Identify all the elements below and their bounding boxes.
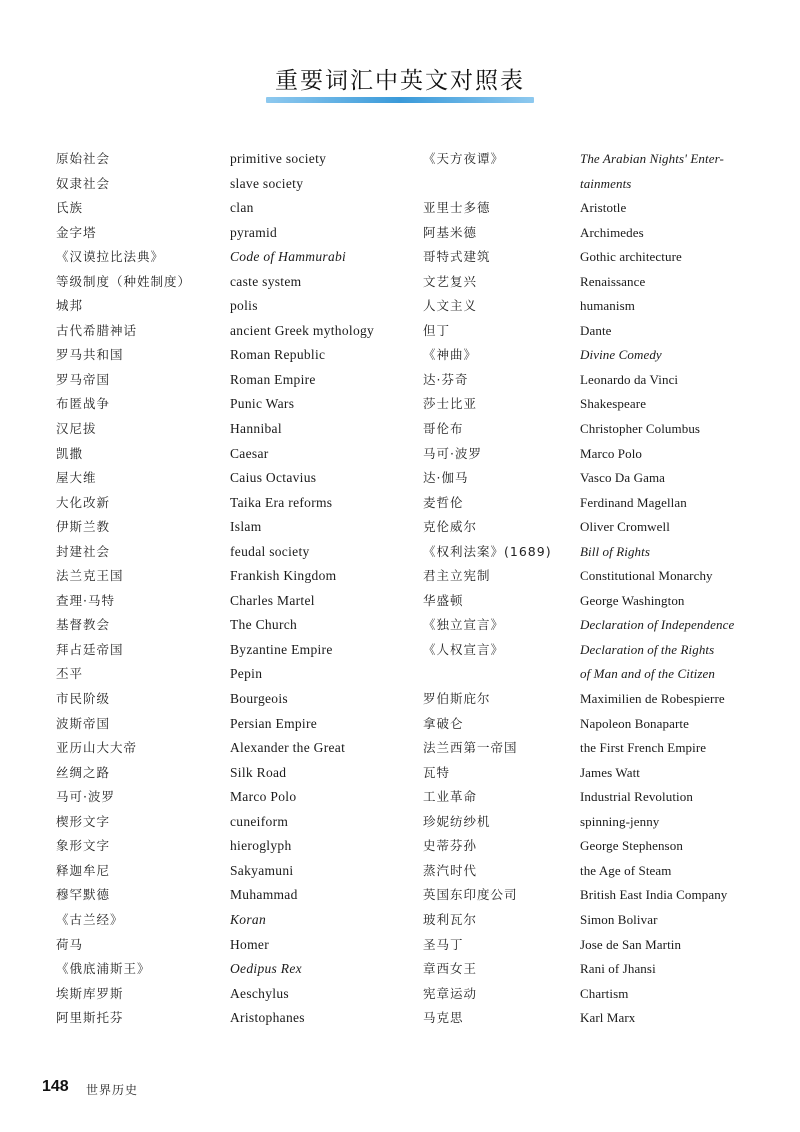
english-term: caste system — [230, 273, 302, 289]
chinese-term: 《权利法案》(1689) — [423, 543, 552, 559]
english-term: Bill of Rights — [580, 543, 651, 559]
english-term: George Washington — [580, 592, 685, 608]
english-term: Chartism — [580, 985, 629, 1001]
chinese-term: 丕平 — [56, 666, 84, 682]
chinese-term: 《天方夜谭》 — [423, 151, 505, 166]
chinese-term: 凯撒 — [56, 445, 84, 461]
english-terms-column-left — [230, 147, 420, 1031]
english-term: Oliver Cromwell — [580, 519, 670, 535]
chinese-term: 哥伦布 — [423, 421, 464, 437]
chinese-term: 伊斯兰教 — [56, 519, 111, 535]
chinese-term: 罗马帝国 — [56, 371, 111, 387]
chinese-term: 荷马 — [56, 936, 84, 952]
chinese-term: 珍妮纺纱机 — [423, 813, 491, 829]
english-term: Homer — [230, 936, 269, 952]
chinese-term: 马克思 — [423, 1010, 464, 1026]
chinese-term: 拿破仑 — [423, 715, 464, 731]
page-title: 重要词汇中英文对照表 — [275, 68, 525, 94]
english-term: James Watt — [580, 764, 641, 780]
english-term: Taika Era reforms — [230, 494, 333, 510]
chinese-terms-column-left — [56, 147, 221, 1031]
english-term: pyramid — [230, 224, 278, 240]
chinese-term: 麦哲伦 — [423, 494, 464, 510]
english-term: Caius Octavius — [230, 470, 317, 486]
chinese-term: 英国东印度公司 — [423, 887, 518, 903]
chinese-term: 金字塔 — [56, 224, 97, 240]
english-term: Jose de San Martin — [580, 936, 682, 952]
chinese-term: 圣马丁 — [423, 936, 464, 952]
chinese-term: 法兰西第一帝国 — [423, 740, 518, 756]
chinese-term: 等级制度（种姓制度） — [56, 273, 192, 289]
english-term: of Man and of the Citizen — [580, 666, 716, 682]
english-terms-column-right — [580, 147, 780, 1031]
english-term: Charles Martel — [230, 592, 315, 608]
chinese-term — [423, 662, 573, 687]
chinese-term: 亚里士多德 — [423, 200, 491, 216]
chinese-term: 蒸汽时代 — [423, 862, 478, 878]
english-term: Koran — [230, 911, 267, 927]
chinese-term: 《独立宣言》 — [423, 617, 505, 633]
english-term: Shakespeare — [580, 396, 647, 412]
chinese-term: 达·伽马 — [423, 470, 469, 486]
chinese-term: 楔形文字 — [56, 813, 111, 829]
english-term: Hannibal — [230, 421, 282, 437]
english-term: Simon Bolivar — [580, 911, 658, 927]
chinese-term: 罗马共和国 — [56, 347, 124, 363]
english-term: Declaration of the Rights — [580, 641, 715, 657]
chinese-term: 文艺复兴 — [423, 273, 478, 289]
chinese-term: 马可·波罗 — [423, 445, 482, 461]
english-term: Constitutional Monarchy — [580, 568, 713, 584]
english-term: clan — [230, 200, 254, 216]
english-term: hieroglyph — [230, 838, 292, 854]
chinese-term: 人文主义 — [423, 298, 478, 314]
english-term: Marco Polo — [580, 445, 643, 461]
chinese-term: 宪章运动 — [423, 985, 478, 1001]
english-term: Rani of Jhansi — [580, 961, 656, 977]
english-term: George Stephenson — [580, 838, 683, 854]
chinese-terms-column-right — [423, 147, 573, 1031]
english-term: Renaissance — [580, 273, 646, 289]
chinese-term: 工业革命 — [423, 789, 478, 805]
english-term: polis — [230, 298, 258, 314]
english-term: Sakyamuni — [230, 862, 294, 878]
chinese-term: 《人权宣言》 — [423, 641, 505, 657]
english-term: Code of Hammurabi — [230, 249, 347, 265]
chinese-term: 瓦特 — [423, 764, 451, 780]
chinese-term: 君主立宪制 — [423, 568, 491, 584]
chinese-term: 奴隶社会 — [56, 175, 111, 191]
english-term: Ferdinand Magellan — [580, 494, 687, 510]
english-term: Roman Republic — [230, 347, 326, 363]
chinese-term: 亚历山大大帝 — [56, 740, 138, 756]
chinese-term: 查理·马特 — [56, 592, 115, 608]
english-term: Roman Empire — [230, 371, 316, 387]
english-term: British East India Company — [580, 887, 728, 903]
english-term: Alexander the Great — [230, 740, 346, 756]
chinese-term: 汉尼拔 — [56, 421, 97, 437]
english-term: Vasco Da Gama — [580, 470, 666, 486]
chinese-term: 法兰克王国 — [56, 568, 124, 584]
english-term: the Age of Steam — [580, 862, 672, 878]
english-term: feudal society — [230, 543, 310, 559]
title-underline-bar — [266, 97, 534, 103]
english-term: Leonardo da Vinci — [580, 371, 679, 387]
chinese-term: 阿基米德 — [423, 224, 478, 240]
chinese-term: 封建社会 — [56, 543, 111, 559]
chinese-term: 莎士比亚 — [423, 396, 478, 412]
english-term: the First French Empire — [580, 740, 707, 756]
english-term: Aeschylus — [230, 985, 289, 1001]
english-term: Muhammad — [230, 887, 298, 903]
english-term: Declaration of Independence — [580, 617, 735, 633]
chinese-term: 《汉谟拉比法典》 — [56, 249, 165, 265]
chinese-term: 释迦牟尼 — [56, 862, 111, 878]
english-term: Archimedes — [580, 224, 644, 240]
chinese-term: 象形文字 — [56, 838, 111, 854]
english-term: Persian Empire — [230, 715, 318, 731]
english-term: Industrial Revolution — [580, 789, 693, 805]
english-term: Byzantine Empire — [230, 641, 333, 657]
chinese-term: 罗伯斯庇尔 — [423, 691, 491, 707]
chinese-term: 屋大维 — [56, 470, 97, 486]
english-term: Aristophanes — [230, 1010, 305, 1026]
chinese-term: 城邦 — [56, 298, 84, 314]
english-term: Punic Wars — [230, 396, 295, 412]
english-term: spinning-jenny — [580, 813, 660, 829]
page-number: 148 — [42, 1078, 69, 1095]
chinese-term: 《俄底浦斯王》 — [56, 961, 151, 977]
chinese-term: 章西女王 — [423, 961, 478, 977]
english-term: Divine Comedy — [580, 347, 662, 363]
english-term: Oedipus Rex — [230, 961, 302, 977]
chinese-term: 哥特式建筑 — [423, 249, 491, 265]
chinese-term: 《古兰经》 — [56, 911, 124, 927]
english-term: Silk Road — [230, 764, 287, 780]
chinese-term: 波斯帝国 — [56, 715, 111, 731]
chinese-term: 穆罕默德 — [56, 887, 111, 903]
english-term: Islam — [230, 519, 262, 535]
english-term: Caesar — [230, 445, 269, 461]
english-term: Maximilien de Robespierre — [580, 691, 725, 707]
english-term: Aristotle — [580, 200, 627, 216]
chinese-term: 马可·波罗 — [56, 789, 115, 805]
chinese-term: 大化改新 — [56, 494, 111, 510]
english-term: Christopher Columbus — [580, 421, 701, 437]
english-term: slave society — [230, 175, 304, 191]
chinese-term: 克伦威尔 — [423, 519, 478, 535]
chinese-term: 埃斯库罗斯 — [56, 985, 124, 1001]
chinese-term: 但丁 — [423, 322, 451, 338]
chinese-term: 阿里斯托芬 — [56, 1010, 124, 1026]
chinese-term: 氏族 — [56, 200, 84, 216]
chinese-term: 《神曲》 — [423, 347, 478, 363]
english-term: Gothic architecture — [580, 249, 682, 265]
english-term: ancient Greek mythology — [230, 322, 375, 338]
english-term: cuneiform — [230, 813, 289, 829]
english-term: Napoleon Bonaparte — [580, 715, 690, 731]
english-term: The Arabian Nights' Enter- — [580, 151, 724, 166]
english-term: primitive society — [230, 151, 327, 166]
english-term: Frankish Kingdom — [230, 568, 337, 584]
english-term: Dante — [580, 322, 612, 338]
english-term: Marco Polo — [230, 789, 297, 805]
english-term: humanism — [580, 298, 635, 314]
chinese-term: 史蒂芬孙 — [423, 838, 478, 854]
english-term: Pepin — [230, 666, 263, 682]
chinese-term: 拜占廷帝国 — [56, 641, 124, 657]
chinese-term: 市民阶级 — [56, 691, 111, 707]
english-term: Bourgeois — [230, 691, 288, 707]
chinese-term: 达·芬奇 — [423, 371, 469, 387]
chinese-term: 古代希腊神话 — [56, 322, 138, 338]
english-term: The Church — [230, 617, 298, 633]
book-name: 世界历史 — [86, 1083, 139, 1097]
english-term: tainments — [580, 175, 632, 191]
chinese-term: 布匿战争 — [56, 396, 111, 412]
chinese-term: 玻利瓦尔 — [423, 911, 478, 927]
english-term: Karl Marx — [580, 1010, 636, 1026]
chinese-term: 原始社会 — [56, 151, 111, 166]
chinese-term — [423, 172, 573, 197]
chinese-term: 丝绸之路 — [56, 764, 111, 780]
chinese-term: 基督教会 — [56, 617, 111, 633]
chinese-term: 华盛顿 — [423, 592, 464, 608]
